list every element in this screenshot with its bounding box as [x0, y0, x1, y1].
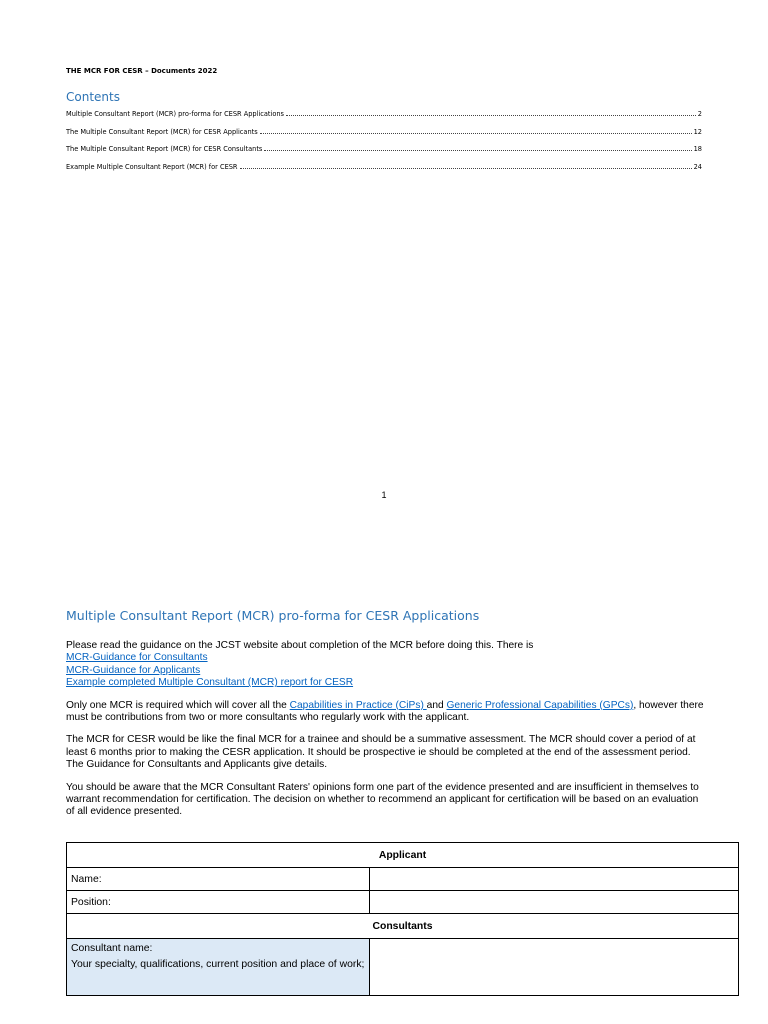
evidence-paragraph: You should be aware that the MCR Consultant Raters' opinions form one part of the evidence presented and are insufficient in themselves to warrant recommendation for certification. The decision on whether to recommend an applicant for certification will be based on an evaluation of all evidence presented. [66, 781, 699, 818]
applicant-header: Applicant [67, 843, 739, 868]
toc-entry-page: 18 [693, 145, 702, 153]
summative-assessment-paragraph: The MCR for CESR would be like the final MCR for a trainee and should be a summative assessment. The MCR should cover a period of at least 6 months prior to making the CESR application. It should be prospective ie should be completed at the end of the assessment period. The Guidance for Consultants and Applicants give details. [66, 734, 696, 771]
guidance-link-consultants[interactable]: MCR-Guidance for Consultants [66, 652, 208, 664]
toc-entry[interactable] [66, 163, 702, 181]
position-label: Position: [67, 891, 370, 914]
position-field[interactable] [370, 891, 739, 914]
document-title: THE MCR FOR CESR – Documents 2022 [66, 67, 218, 75]
guidance-link-applicants[interactable]: MCR-Guidance for Applicants [66, 664, 201, 676]
intro-paragraph: Please read the guidance on the JCST website about completion of the MCR before doing this. There is [66, 640, 534, 651]
name-field[interactable] [370, 868, 739, 891]
toc-entry-label: Multiple Consultant Report (MCR) pro-forma for CESR Applications [66, 110, 284, 118]
paragraph-text: Only one MCR is required which will cover all the [66, 699, 290, 711]
consultant-name-label: Consultant name: [71, 943, 153, 954]
guidance-links [66, 652, 706, 689]
toc-entry[interactable] [66, 145, 702, 163]
paragraph-text: , however there must be contributions from two or more consultants who regularly work with the applicant. [66, 699, 704, 724]
consultant-detail-label: Your specialty, qualifications, current position and place of work; [71, 959, 365, 970]
mcr-form-table [66, 842, 739, 996]
toc-entry-page: 2 [697, 110, 702, 118]
toc-entry[interactable] [66, 128, 702, 146]
gpcs-link[interactable]: Generic Professional Capabilities (GPCs) [446, 699, 634, 711]
toc-entry-page: 24 [693, 162, 702, 171]
paragraph-text: and [426, 699, 447, 711]
toc-leader-dots [240, 167, 692, 169]
section-heading: Multiple Consultant Report (MCR) pro-forma for CESR Applications [66, 608, 480, 623]
contents-heading: Contents [66, 90, 120, 104]
document-body [66, 640, 706, 829]
toc-entry-label: Example Multiple Consultant Report (MCR) for CESR [66, 162, 238, 171]
toc-entry-label: The Multiple Consultant Report (MCR) for CESR Consultants [66, 145, 263, 153]
toc-entry-label: The Multiple Consultant Report (MCR) for CESR Applicants [66, 127, 258, 136]
consultant-label-cell [67, 939, 370, 996]
mcr-requirement-paragraph [66, 700, 706, 725]
consultant-field[interactable] [370, 939, 739, 996]
name-label: Name: [67, 868, 370, 891]
toc-entry[interactable] [66, 110, 702, 128]
toc-leader-dots [286, 114, 696, 116]
consultants-header: Consultants [67, 914, 739, 939]
example-report-link[interactable]: Example completed Multiple Consultant (MCR) report for CESR [66, 677, 354, 689]
cips-link[interactable]: Capabilities in Practice (CiPs) [289, 699, 427, 711]
table-of-contents [66, 110, 702, 180]
toc-entry-page: 12 [693, 127, 702, 136]
toc-leader-dots [264, 149, 691, 151]
page-number: 1 [381, 490, 387, 500]
toc-leader-dots [260, 132, 692, 134]
